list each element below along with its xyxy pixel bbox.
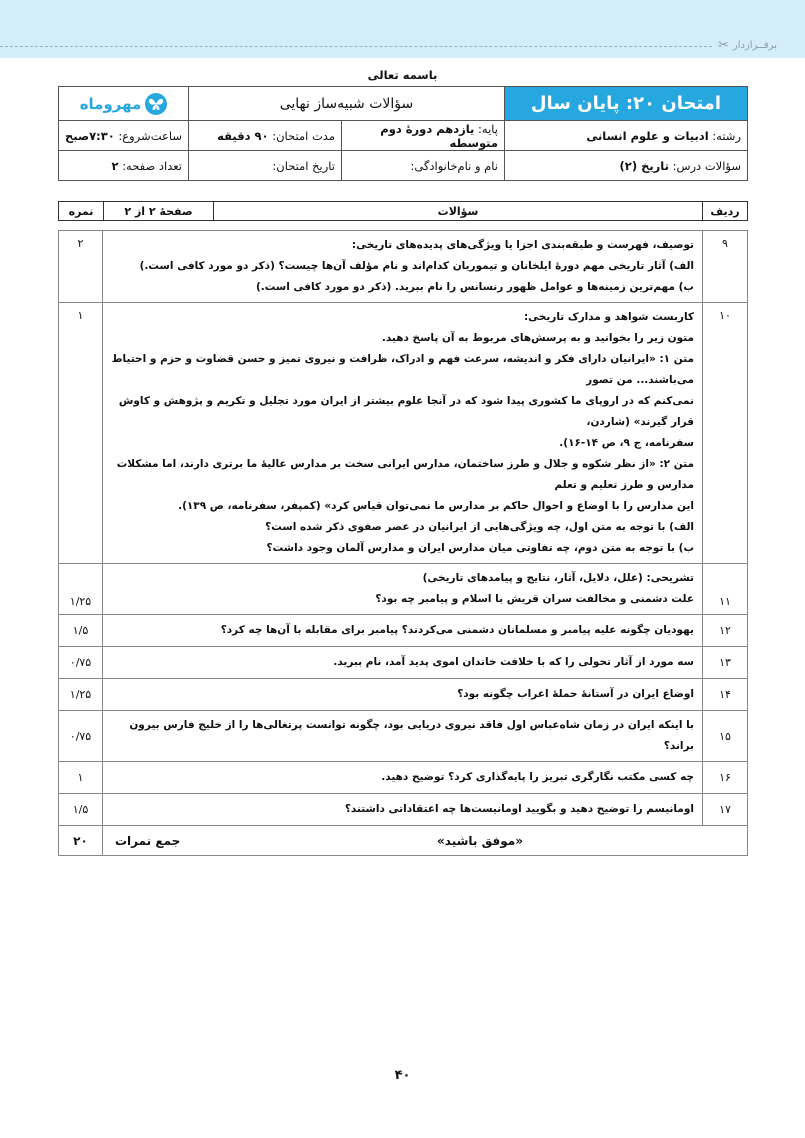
question-row — [59, 303, 748, 564]
course-cell — [505, 151, 748, 181]
col-row-header: ردیف — [702, 202, 747, 220]
grade-cell — [342, 121, 505, 151]
student-name-label: نام و نام‌خانوادگی: — [410, 158, 498, 173]
question-text — [103, 231, 703, 303]
cut-strip-band — [0, 0, 805, 58]
duration-cell — [189, 121, 342, 151]
scissors-icon: ✂ — [717, 38, 729, 53]
start-time-label: ساعت‌شروع: — [118, 128, 182, 143]
brand-name: مهروماه — [79, 94, 142, 113]
question-line: الف) آثار تاریخی مهم دورهٔ ایلخانان و تیموریان کدام‌اند و نام مؤلف آن‌ها چیست؟ (ذکر دو مورد کافی است.) — [139, 260, 694, 272]
question-number: ۱۱ — [703, 564, 748, 615]
good-luck-text: «موفق باشید» — [437, 833, 523, 848]
exam-date-field[interactable] — [189, 151, 342, 181]
question-line: نمی‌کنم که در اروپای ما کشوری پیدا شود که در آنجا علوم بیشتر از ایران مورد تجلیل و تکریم و پژوهش و کاوش قرار گیرند» (شاردن، — [118, 395, 694, 428]
question-line: اوضاع ایران در آستانهٔ حملهٔ اعراب چگونه بود؟ — [457, 688, 694, 700]
exam-subtitle: سؤالات شبیه‌ساز نهایی — [189, 87, 505, 121]
question-line: متن ۱: «ایرانیان دارای فکر و اندیشه، سرعت فهم و ادراک، ظرافت و نیروی تمیز و حسن قضاوت و حزم و احتیاط می‌باشند... من تصور — [111, 353, 694, 386]
question-text — [103, 647, 703, 679]
question-text — [103, 794, 703, 826]
bismillah-heading: باسمه تعالی — [367, 68, 438, 82]
exam-date-label: تاریخ امتحان: — [272, 158, 335, 173]
brand-logo — [80, 93, 168, 115]
question-number: ۱۷ — [703, 794, 748, 826]
question-text — [103, 303, 703, 564]
page-number: ۴۰ — [394, 1068, 411, 1083]
question-score: ۱/۲۵ — [59, 564, 103, 615]
question-number: ۱۰ — [703, 303, 748, 564]
cut-label-text: برفــرازدار — [732, 40, 777, 51]
question-line: علت دشمنی و مخالفت سران قریش با اسلام و پیامبر چه بود؟ — [375, 593, 694, 605]
field-cell — [505, 121, 748, 151]
question-score: ۲ — [59, 231, 103, 303]
cut-strip-label — [718, 38, 777, 53]
question-number: ۱۵ — [703, 711, 748, 762]
question-number: ۱۲ — [703, 615, 748, 647]
question-line: ب) با توجه به متن دوم، چه تفاوتی میان مدارس ایران و مدارس آلمان وجود داشت؟ — [266, 542, 694, 554]
question-line: الف) با توجه به متن اول، چه ویژگی‌هایی از ایرانیان در عصر صفوی ذکر شده است؟ — [265, 521, 694, 533]
course-label: سؤالات درس: — [672, 158, 741, 173]
question-text — [103, 564, 703, 615]
question-text — [103, 615, 703, 647]
question-line: با اینکه ایران در زمان شاه‌عباس اول فاقد نیروی دریایی بود، چگونه توانست پرتغالی‌ها را از خلیج فارس بیرون براند؟ — [129, 719, 694, 752]
questions-table — [58, 230, 748, 856]
question-row — [59, 615, 748, 647]
question-text — [103, 679, 703, 711]
question-line: متن ۲: «از نظر شکوه و جلال و طرز ساختمان، مدارس ایرانی سخت بر مدارس عالیهٔ ما برتری دارند، اما مشکلات مدارس و طرز تعلیم و تعلم — [116, 458, 694, 491]
page-count-cell — [59, 151, 189, 181]
question-number: ۱۳ — [703, 647, 748, 679]
question-row — [59, 762, 748, 794]
totals-text-cell — [103, 826, 748, 856]
totals-row — [59, 826, 748, 856]
col-page-info: صفحهٔ ۲ از ۲ — [103, 202, 213, 220]
question-score: ۱ — [59, 762, 103, 794]
grade-value: یازدهم دورهٔ دوم متوسطه — [380, 121, 498, 150]
question-row — [59, 231, 748, 303]
page-count-label: تعداد صفحه: — [122, 158, 182, 173]
exam-header-table — [58, 86, 748, 181]
duration-label: مدت امتحان: — [272, 128, 335, 143]
question-line: توصیف، فهرست و طبقه‌بندی اجزا یا ویژگی‌های پدیده‌های تاریخی: — [351, 239, 694, 251]
question-score: ۰/۷۵ — [59, 647, 103, 679]
total-score: ۲۰ — [59, 826, 103, 856]
duration-value: ۹۰ دقیقه — [217, 128, 269, 143]
question-score: ۱ — [59, 303, 103, 564]
question-line: تشریحی: (علل، دلایل، آثار، نتایج و پیامدهای تاریخی) — [422, 572, 694, 584]
question-number: ۱۶ — [703, 762, 748, 794]
field-value: ادبیات و علوم انسانی — [586, 128, 709, 143]
brand-logo-cell — [59, 87, 189, 121]
question-row — [59, 647, 748, 679]
question-line: متون زیر را بخوانید و به پرسش‌های مربوط به آن پاسخ دهید. — [381, 332, 694, 344]
question-line: ب) مهم‌ترین زمینه‌ها و عوامل ظهور رنسانس را نام ببرید. (ذکر دو مورد کافی است.) — [256, 281, 694, 293]
exam-title: امتحان ۲۰: پایان سال — [505, 87, 748, 121]
field-label: رشته: — [712, 128, 741, 143]
question-row — [59, 794, 748, 826]
butterfly-logo-icon — [145, 93, 167, 115]
student-name-field[interactable] — [342, 151, 505, 181]
question-score: ۱/۵ — [59, 615, 103, 647]
question-text — [103, 762, 703, 794]
col-score-header: نمره — [68, 204, 94, 218]
question-text — [103, 711, 703, 762]
question-number: ۱۴ — [703, 679, 748, 711]
column-header-strip — [58, 201, 748, 221]
dashed-cut-line — [0, 46, 712, 47]
question-line: اومانیسم را توضیح دهید و بگویید اومانیست‌ها چه اعتقاداتی داشتند؟ — [344, 803, 694, 815]
question-score: ۱/۲۵ — [59, 679, 103, 711]
col-questions-header: سؤالات — [213, 202, 702, 220]
question-row — [59, 564, 748, 615]
question-line: یهودیان چگونه علیه پیامبر و مسلمانان دشمنی می‌کردند؟ پیامبر برای مقابله با آن‌ها چه کرد؟ — [220, 624, 694, 636]
question-line: سفرنامه، ج ۹، ص ۱۴-۱۶). — [559, 437, 694, 449]
start-time-cell — [59, 121, 189, 151]
page-count-value: ۲ — [111, 158, 119, 173]
question-row — [59, 711, 748, 762]
total-label: جمع نمرات — [115, 833, 181, 848]
question-line: این مدارس را با اوضاع و احوال حاکم بر مدارس ما نمی‌توان قیاس کرد» (کمپفر، سفرنامه، ص ۱۳۹). — [178, 500, 694, 512]
question-line: کاربست شواهد و مدارک تاریخی: — [523, 311, 694, 323]
question-row — [59, 679, 748, 711]
question-score: ۱/۵ — [59, 794, 103, 826]
question-line: سه مورد از آثار تحولی را که با خلافت خاندان اموی پدید آمد، نام ببرید. — [333, 656, 694, 668]
question-number: ۹ — [703, 231, 748, 303]
grade-label: پایه: — [478, 121, 498, 136]
question-line: چه کسی مکتب نگارگری تبریز را پایه‌گذاری کرد؟ توضیح دهید. — [381, 771, 694, 783]
course-value: تاریخ (۲) — [619, 158, 669, 173]
question-score: ۰/۷۵ — [59, 711, 103, 762]
start-time-value: ۷:۳۰صبح — [65, 128, 115, 143]
